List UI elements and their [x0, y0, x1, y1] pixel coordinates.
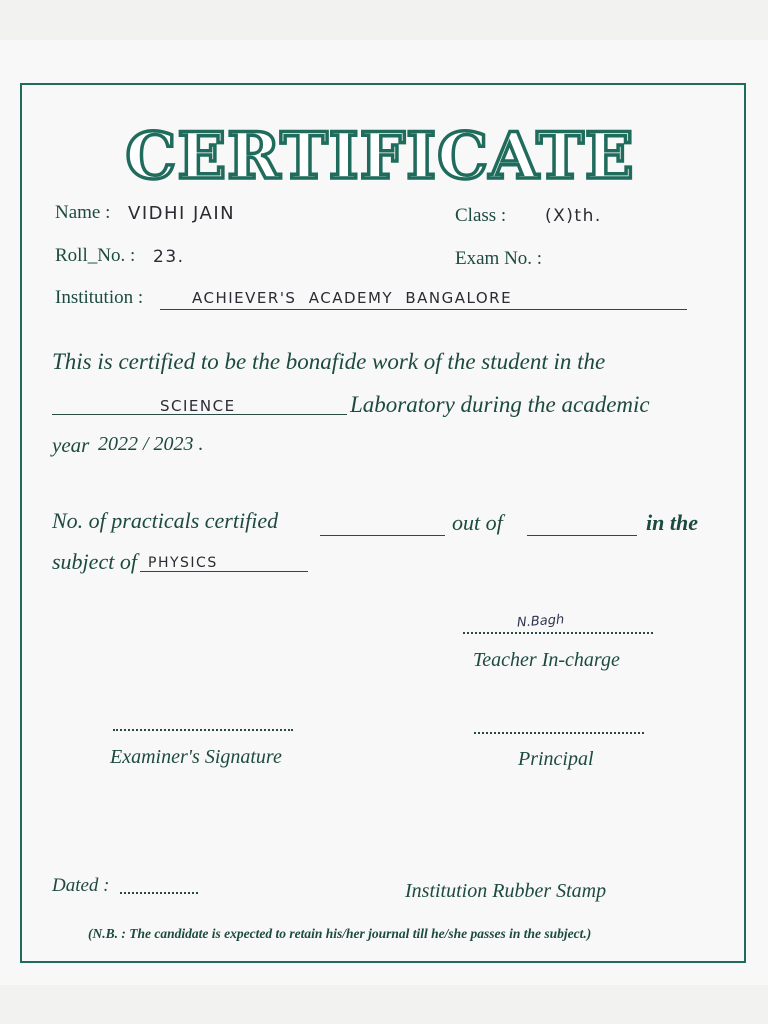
practicals-total-rule: [527, 535, 637, 536]
class-label: Class :: [455, 205, 507, 226]
roll-label: Roll_No. :: [55, 245, 136, 266]
examiner-signature-label: Examiner's Signature: [110, 746, 282, 768]
year-label: year: [52, 433, 90, 457]
institution-rule: [160, 309, 687, 310]
roll-value: 23.: [153, 247, 185, 267]
dated-label: Dated :: [52, 875, 110, 896]
principal-signature-line: [474, 732, 644, 734]
name-value: VIDHI JAIN: [128, 203, 236, 224]
teacher-signature-line: [463, 632, 653, 634]
practicals-label: No. of practicals certified: [52, 508, 279, 533]
teacher-in-charge-label: Teacher In-charge: [473, 649, 620, 671]
laboratory-value: SCIENCE: [160, 397, 236, 415]
principal-label: Principal: [518, 748, 594, 770]
in-the-label: in the: [646, 510, 698, 535]
subject-value: PHYSICS: [148, 555, 218, 571]
exam-label: Exam No. :: [455, 248, 543, 269]
name-label: Name :: [55, 202, 111, 223]
subject-label: subject of: [52, 549, 137, 574]
certification-line-1: This is certified to be the bonafide work of the student in the: [52, 349, 606, 374]
year-value: 2022 / 2023 .: [98, 433, 204, 455]
certificate-title: CERTIFICATE: [125, 119, 635, 194]
rubber-stamp-label: Institution Rubber Stamp: [405, 880, 607, 902]
institution-value: ACHIEVER'S ACADEMY BANGALORE: [192, 289, 513, 307]
footnote: (N.B. : The candidate is expected to retain his/her journal till he/she passes in the subject.): [88, 926, 592, 941]
practicals-count-rule: [320, 535, 445, 536]
dated-line: [120, 892, 198, 894]
teacher-signature: N.Bagh: [516, 612, 565, 631]
out-of-label: out of: [452, 510, 503, 535]
certification-line-2: Laboratory during the academic: [350, 392, 650, 417]
certificate-title-art: [125, 104, 635, 200]
class-value: (X)th.: [545, 206, 602, 226]
examiner-signature-line: [113, 729, 293, 731]
subject-rule: [140, 571, 308, 572]
institution-label: Institution :: [55, 287, 144, 308]
